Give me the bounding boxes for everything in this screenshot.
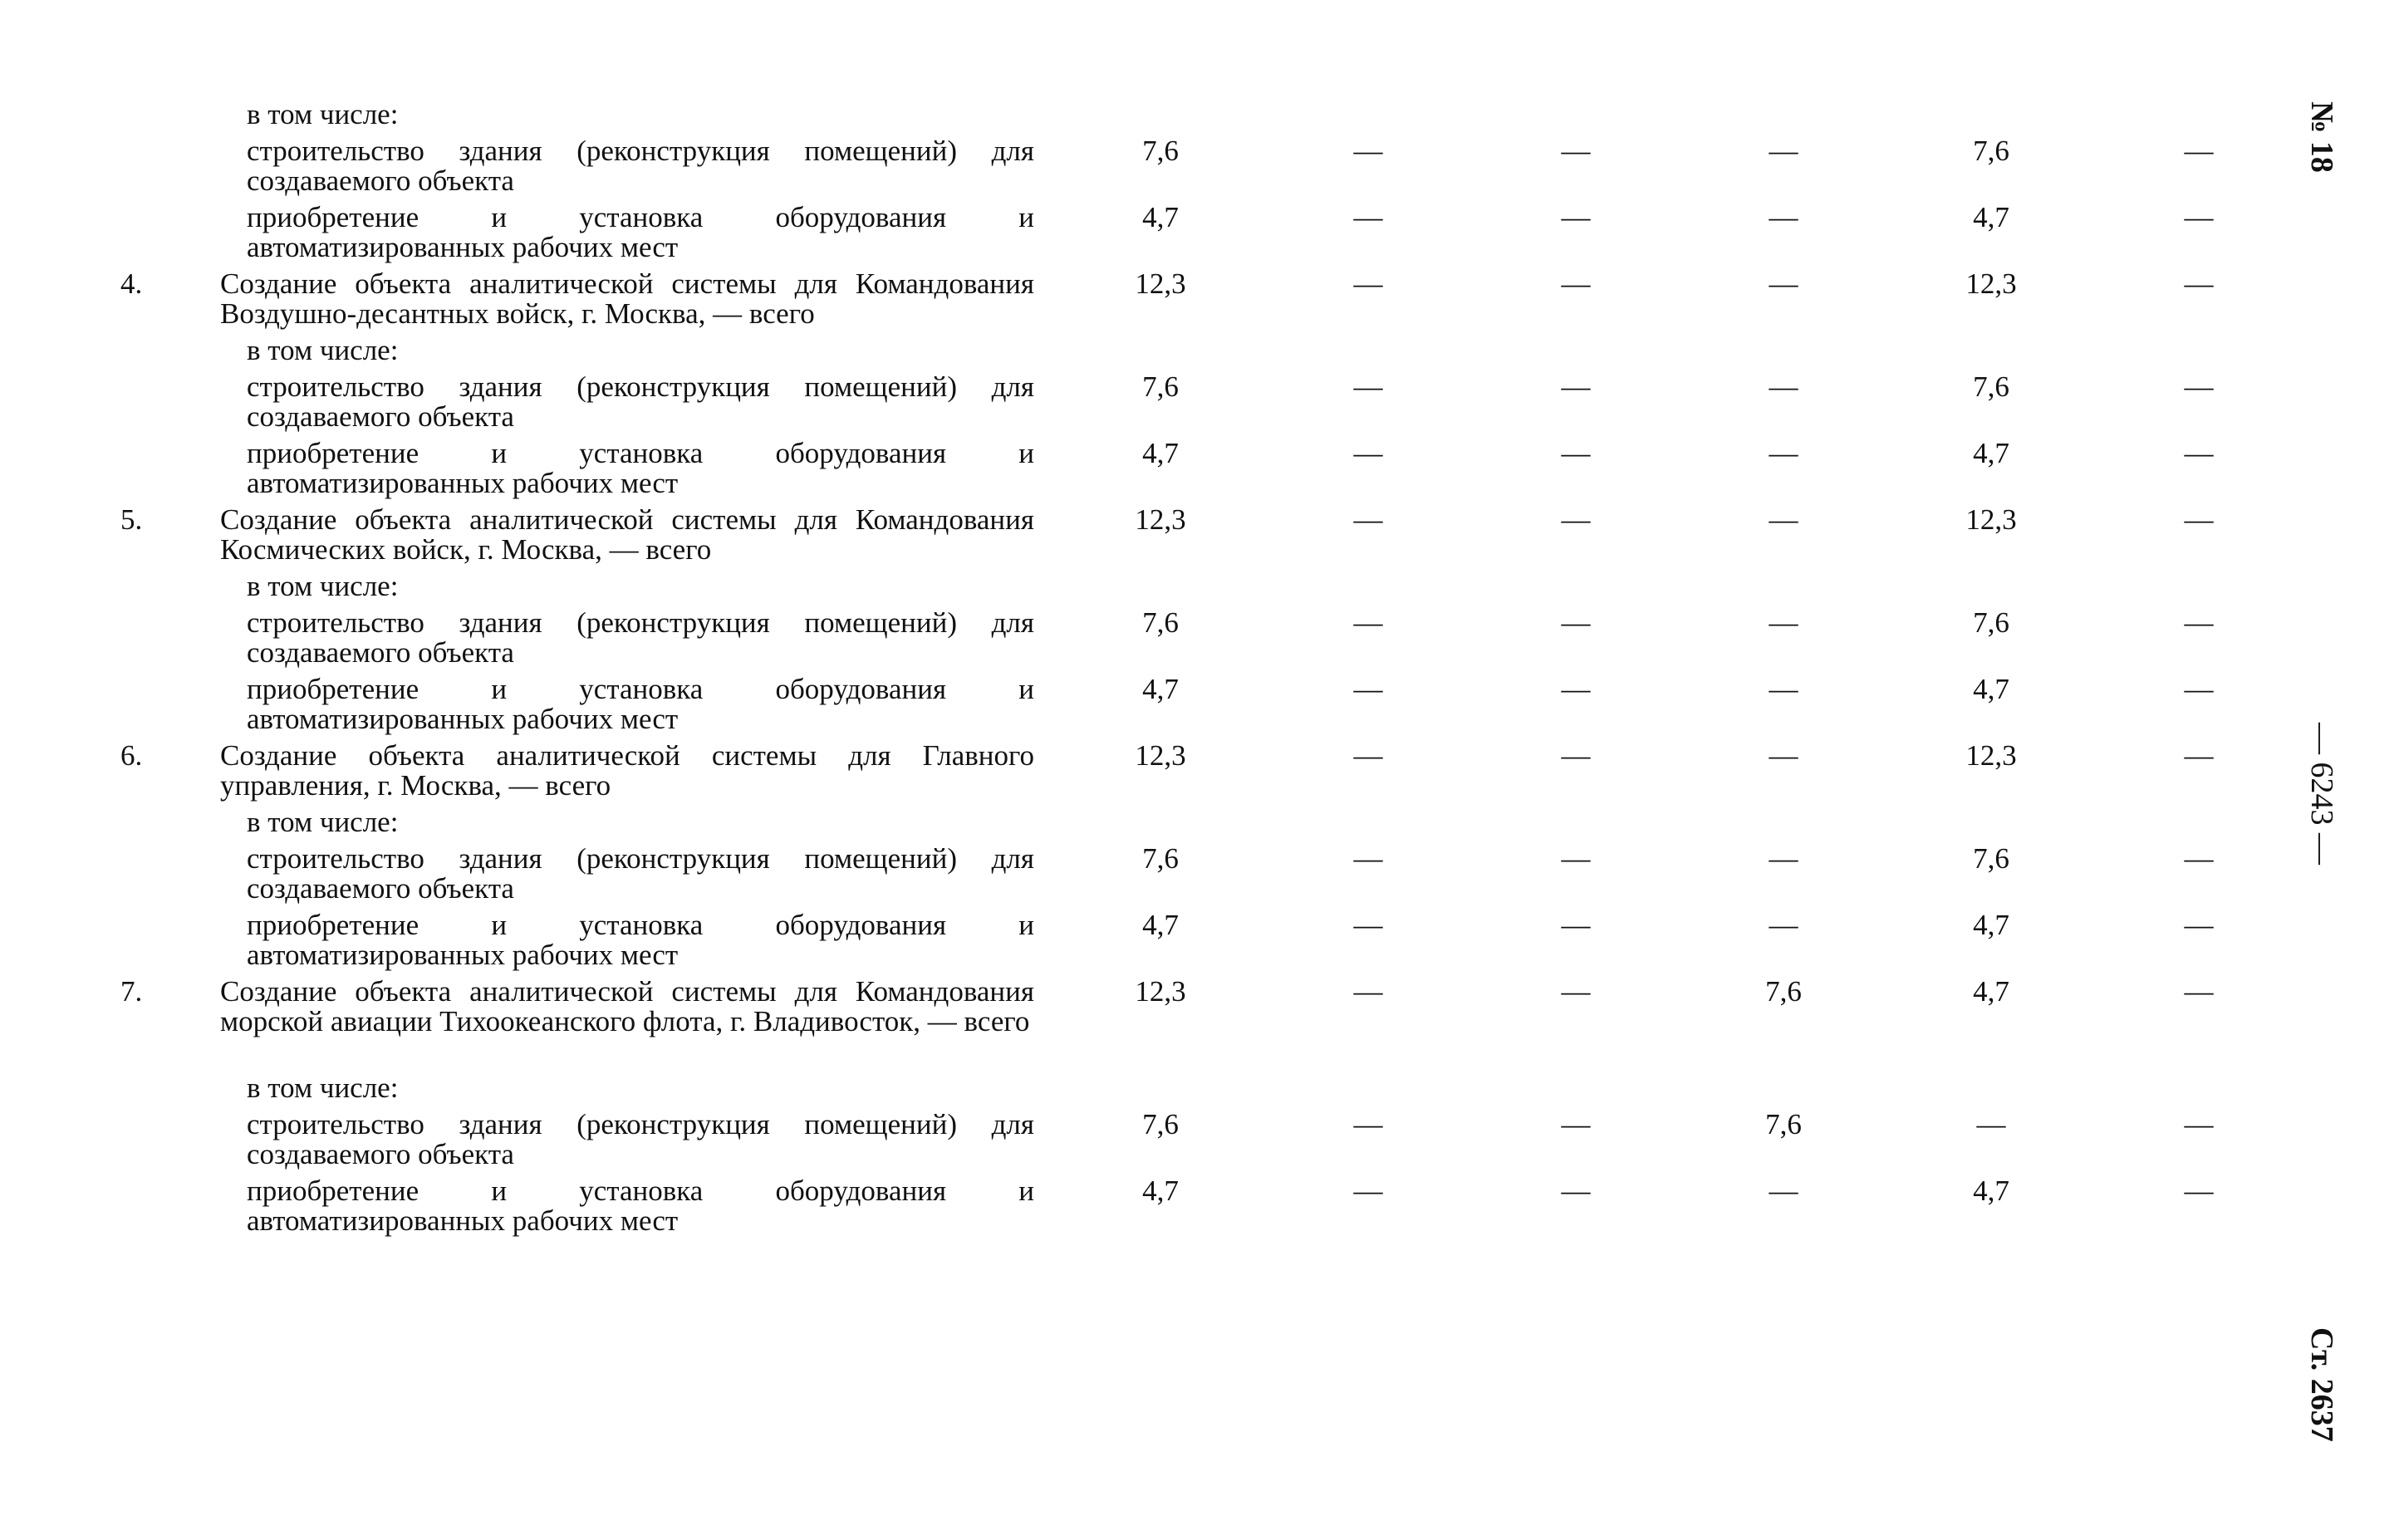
row-description: строительство здания (реконструкция помещений) для создаваемого объекта — [247, 1108, 1034, 1170]
value-cell-col4: — — [1769, 606, 1798, 639]
value-cell-col6: — — [2184, 1175, 2214, 1207]
row-number: 6. — [120, 739, 143, 772]
value-cell-col1: 12,3 — [1135, 739, 1186, 772]
value-cell-col3: — — [1561, 437, 1591, 469]
value-cell-col3: — — [1561, 606, 1591, 639]
value-cell-col4: 7,6 — [1765, 975, 1802, 1008]
value-cell-col4: — — [1769, 201, 1798, 233]
row-number: 4. — [120, 267, 143, 300]
value-cell-col1: 7,6 — [1142, 606, 1179, 639]
row-description: в том числе: — [247, 1072, 399, 1104]
value-cell-col6: — — [2184, 673, 2214, 705]
row-description: строительство здания (реконструкция помещений) для создаваемого объекта — [247, 370, 1034, 433]
value-cell-col3: — — [1561, 1175, 1591, 1207]
value-cell-col1: 7,6 — [1142, 370, 1179, 403]
row-description: в том числе: — [247, 334, 399, 366]
value-cell-col5: 4,7 — [1973, 673, 2009, 705]
value-cell-col4: 7,6 — [1765, 1108, 1802, 1140]
value-cell-col6: — — [2184, 437, 2214, 469]
value-cell-col4: — — [1769, 267, 1798, 300]
value-cell-col1: 7,6 — [1142, 842, 1179, 875]
value-cell-col2: — — [1353, 503, 1383, 536]
value-cell-col5: 12,3 — [1965, 739, 2017, 772]
value-cell-col6: — — [2184, 135, 2214, 167]
row-description: Создание объекта аналитической системы для Главного управления, г. Москва, — всего — [220, 739, 1034, 802]
value-cell-col3: — — [1561, 370, 1591, 403]
row-description: приобретение и установка оборудования и автоматизированных рабочих мест — [247, 437, 1034, 499]
value-cell-col1: 12,3 — [1135, 975, 1186, 1008]
row-description: строительство здания (реконструкция помещений) для создаваемого объекта — [247, 135, 1034, 197]
value-cell-col5: 4,7 — [1973, 1175, 2009, 1207]
value-cell-col3: — — [1561, 975, 1591, 1008]
value-cell-col6: — — [2184, 842, 2214, 875]
value-cell-col6: — — [2184, 739, 2214, 772]
value-cell-col5: 7,6 — [1973, 606, 2009, 639]
value-cell-col1: 4,7 — [1142, 1175, 1179, 1207]
value-cell-col6: — — [2184, 909, 2214, 941]
value-cell-col3: — — [1561, 267, 1591, 300]
value-cell-col5: 4,7 — [1973, 909, 2009, 941]
value-cell-col4: — — [1769, 370, 1798, 403]
value-cell-col2: — — [1353, 267, 1383, 300]
value-cell-col1: 4,7 — [1142, 673, 1179, 705]
value-cell-col1: 7,6 — [1142, 1108, 1179, 1140]
value-cell-col6: — — [2184, 370, 2214, 403]
value-cell-col4: — — [1769, 673, 1798, 705]
value-cell-col4: — — [1769, 503, 1798, 536]
row-description: приобретение и установка оборудования и автоматизированных рабочих мест — [247, 1175, 1034, 1237]
value-cell-col1: 12,3 — [1135, 503, 1186, 536]
value-cell-col6: — — [2184, 267, 2214, 300]
value-cell-col4: — — [1769, 909, 1798, 941]
value-cell-col2: — — [1353, 1175, 1383, 1207]
row-description: Создание объекта аналитической системы для Командования морской авиации Тихоокеанского флота, г. Владивосток, — всего — [220, 975, 1034, 1037]
value-cell-col5: 7,6 — [1973, 135, 2009, 167]
value-cell-col2: — — [1353, 673, 1383, 705]
value-cell-col4: — — [1769, 437, 1798, 469]
value-cell-col1: 4,7 — [1142, 909, 1179, 941]
value-cell-col4: — — [1769, 739, 1798, 772]
value-cell-col3: — — [1561, 739, 1591, 772]
value-cell-col2: — — [1353, 842, 1383, 875]
value-cell-col4: — — [1769, 842, 1798, 875]
value-cell-col2: — — [1353, 201, 1383, 233]
value-cell-col5: 4,7 — [1973, 437, 2009, 469]
value-cell-col2: — — [1353, 606, 1383, 639]
row-number: 5. — [120, 503, 143, 536]
row-description: в том числе: — [247, 806, 399, 838]
value-cell-col3: — — [1561, 842, 1591, 875]
value-cell-col3: — — [1561, 503, 1591, 536]
value-cell-col3: — — [1561, 673, 1591, 705]
value-cell-col4: — — [1769, 1175, 1798, 1207]
value-cell-col5: 4,7 — [1973, 201, 2009, 233]
value-cell-col3: — — [1561, 909, 1591, 941]
row-description: Создание объекта аналитической системы для Командования Воздушно-десантных войск, г. Москва, — всего — [220, 267, 1034, 330]
row-description: приобретение и установка оборудования и автоматизированных рабочих мест — [247, 673, 1034, 735]
value-cell-col6: — — [2184, 1108, 2214, 1140]
value-cell-col5: 12,3 — [1965, 267, 2017, 300]
value-cell-col5: 7,6 — [1973, 370, 2009, 403]
row-description: в том числе: — [247, 570, 399, 602]
value-cell-col6: — — [2184, 975, 2214, 1008]
row-description: приобретение и установка оборудования и автоматизированных рабочих мест — [247, 201, 1034, 263]
value-cell-col2: — — [1353, 909, 1383, 941]
row-description: приобретение и установка оборудования и автоматизированных рабочих мест — [247, 909, 1034, 971]
value-cell-col5: 4,7 — [1973, 975, 2009, 1008]
value-cell-col2: — — [1353, 135, 1383, 167]
value-cell-col2: — — [1353, 1108, 1383, 1140]
value-cell-col4: — — [1769, 135, 1798, 167]
row-description: в том числе: — [247, 98, 399, 130]
value-cell-col2: — — [1353, 975, 1383, 1008]
value-cell-col1: 4,7 — [1142, 201, 1179, 233]
value-cell-col3: — — [1561, 201, 1591, 233]
value-cell-col1: 7,6 — [1142, 135, 1179, 167]
value-cell-col6: — — [2184, 606, 2214, 639]
document-number: — 6243 — — [2304, 723, 2339, 865]
row-description: Создание объекта аналитической системы для Командования Космических войск, г. Москва, — всего — [220, 503, 1034, 566]
value-cell-col3: — — [1561, 135, 1591, 167]
value-cell-col2: — — [1353, 437, 1383, 469]
issue-number: № 18 — [2304, 101, 2339, 173]
value-cell-col5: 12,3 — [1965, 503, 2017, 536]
value-cell-col3: — — [1561, 1108, 1591, 1140]
value-cell-col2: — — [1353, 739, 1383, 772]
value-cell-col1: 4,7 — [1142, 437, 1179, 469]
article-number: Ст. 2637 — [2304, 1327, 2339, 1442]
row-description: строительство здания (реконструкция помещений) для создаваемого объекта — [247, 842, 1034, 905]
value-cell-col5: 7,6 — [1973, 842, 2009, 875]
value-cell-col2: — — [1353, 370, 1383, 403]
value-cell-col1: 12,3 — [1135, 267, 1186, 300]
value-cell-col5: — — [1976, 1108, 2006, 1140]
row-description: строительство здания (реконструкция помещений) для создаваемого объекта — [247, 606, 1034, 669]
row-number: 7. — [120, 975, 143, 1008]
value-cell-col6: — — [2184, 503, 2214, 536]
value-cell-col6: — — [2184, 201, 2214, 233]
